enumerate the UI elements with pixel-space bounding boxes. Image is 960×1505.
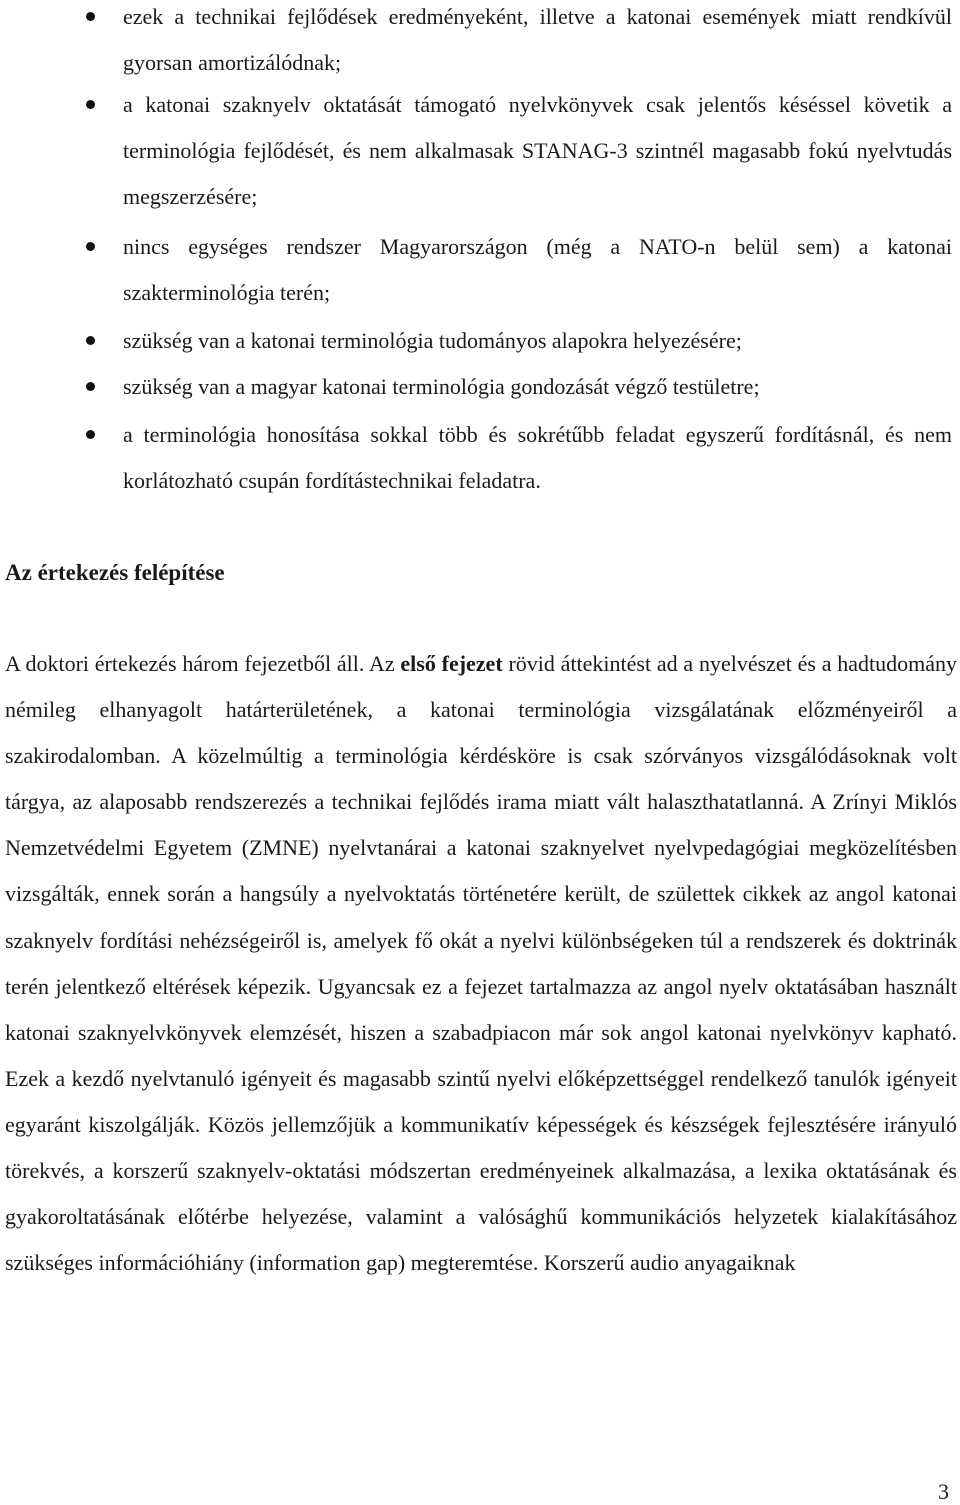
bullet-item: [0, 0, 956, 86]
paragraph-text-rest: rövid áttekintést ad a nyelvészet és a hadtudomány némileg elhanyagolt határterületének, a katonai terminológia vizsgálatának előzményeiről a szakirodalomban. A közelmúltig a terminológia kérdésköre is csak szórványos vizsgálódásoknak volt tárgya, az alaposabb rendszerezés a technikai fejlődés irama miatt vált halaszthatatlanná. A Zrínyi Miklós Nemzetvédelmi Egyetem (ZMNE) nyelvtanárai a katonai szaknyelvet nyelvpedagógiai megközelítésben vizsgálták, ennek során a hangsúly a nyelvoktatás történetére került, de születtek cikkek az angol katonai szaknyelv fordítási nehézségeiről is, amelyek fő okát a nyelvi különbségeken túl a rendszerek és doktrinák terén jelentkező eltérések képezik. Ugyancsak ez a fejezet tartalmazza az angol nyelv oktatásában használt katonai szaknyelvkönyvek elemzését, hiszen a szabadpiacon már sok angol katonai nyelvkönyv kapható. Ezek a kezdő nyelvtanuló igényeit és magasabb szintű nyelvi előképzettséggel rendelkező tanulók igényeit egyaránt kiszolgálják. Közös jellemzőjük a kommunikatív képességek és készségek fejlesztésére irányuló törekvés, a korszerű szaknyelv-oktatási módszertan eredményeinek alkalmazása, a lexika oktatásának és gyakoroltatásának előtérbe helyezése, valamint a valósághű kommunikációs helyzetek kialakításához szükséges információhiány (information gap) megteremtése. Korszerű audio anyagaiknak: [5, 651, 957, 1276]
bullet-item: [0, 82, 956, 220]
bullet-item: [0, 412, 956, 504]
bullet-text: nincs egységes rendszer Magyarországon (még a NATO-n belül sem) a katonai szakterminológia terén;: [123, 234, 952, 305]
bullet-dot-icon: [86, 336, 95, 345]
page-number: 3: [938, 1479, 949, 1504]
bullet-text: ezek a technikai fejlődések eredményeként, illetve a katonai események miatt rendkívül gyorsan amortizálódnak;: [123, 4, 952, 75]
bullet-text: szükség van a katonai terminológia tudományos alapokra helyezésére;: [123, 328, 742, 353]
bullet-text: a terminológia honosítása sokkal több és sokrétűbb feladat egyszerű fordításnál, és nem korlátozható csupán fordítástechnikai feladatra.: [123, 422, 952, 493]
body-paragraph: [5, 641, 957, 1286]
paragraph-text-start: A doktori értekezés három fejezetből áll. Az: [5, 651, 401, 676]
bullet-item: [0, 318, 956, 364]
bullet-item: [0, 224, 956, 316]
bullet-dot-icon: [86, 382, 95, 391]
emphasis-first-chapter: első fejezet: [400, 651, 503, 676]
bullet-dot-icon: [86, 100, 95, 109]
bullet-text: a katonai szaknyelv oktatását támogató nyelvkönyvek csak jelentős késéssel követik a terminológia fejlődését, és nem alkalmasak STANAG-3 szintnél magasabb fokú nyelvtudás megszerzésére;: [123, 92, 952, 209]
bullet-dot-icon: [86, 242, 95, 251]
bullet-dot-icon: [86, 430, 95, 439]
bullet-text: szükség van a magyar katonai terminológia gondozását végző testületre;: [123, 374, 760, 399]
section-heading: Az értekezés felépítése: [5, 560, 225, 585]
bullet-dot-icon: [86, 12, 95, 21]
bullet-item: [0, 364, 956, 410]
